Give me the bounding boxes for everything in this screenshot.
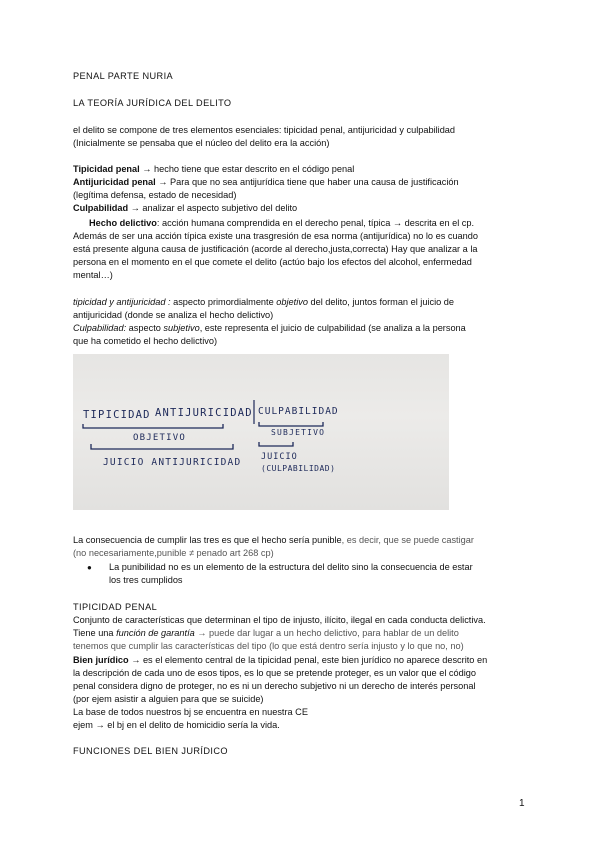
antijuricidad-definition (73, 176, 459, 189)
photo-objetivo: OBJETIVO (133, 433, 186, 443)
document-title: PENAL PARTE NURIA (73, 71, 174, 81)
hecho-delictivo-line-2: Además de ser una acción típica existe una trasgresión de esa norma (antijurídica) no lo es cuando (73, 231, 478, 241)
ejemplo-line: ejem → el bj en el delito de homicidio sería la vida. (73, 720, 280, 730)
photo-bracket-juicio-culp (259, 442, 293, 446)
intro-line-2: (Inicialmente se pensaba que el núcleo del delito era la acción) (73, 138, 330, 148)
section-heading-teoria: LA TEORÍA JURÍDICA DEL DELITO (73, 98, 232, 108)
hecho-delictivo-text: : acción humana comprendida en el derecho penal, típica → descrita en el cp. (156, 218, 475, 228)
consecuencia-text-b: , es decir, que se puede castigar (341, 535, 474, 545)
photo-culpabilidad-paren: (CULPABILIDAD) (261, 464, 336, 473)
ta-text-2: del delito, juntos forman el juicio de (307, 297, 454, 307)
bien-juridico-line-4: (por ejem asistir a alguien para que se suicide) (73, 694, 264, 704)
handwritten-diagram-photo (73, 354, 449, 510)
ta-text-1: aspecto primordialmente (170, 297, 277, 307)
cu-text-2: , este representa el juicio de culpabilidad (se analiza a la persona (199, 323, 466, 333)
bien-juridico-label: Bien jurídico (73, 655, 129, 665)
photo-bracket-subjetivo (259, 422, 323, 426)
bien-juridico-line-3: penal considera digno de proteger, no es ni un derecho subjetivo ni un derecho de interés personal (73, 681, 476, 691)
hecho-delictivo-label: Hecho delictivo (89, 218, 157, 228)
bien-juridico-line-2: la descripción de cada uno de esos tipos, es lo que se pretende proteger, es un valor que el código (73, 668, 476, 678)
tipicidad-text: → hecho tiene que estar descrito en el código penal (139, 164, 355, 174)
cu-label: Culpabilidad: (73, 323, 127, 333)
bullet-line-1: La punibilidad no es un elemento de la estructura del delito sino la consecuencia de estar (109, 562, 473, 572)
photo-bracket-juicio-anti (91, 444, 233, 449)
section-heading-tipicidad: TIPICIDAD PENAL (73, 602, 158, 612)
page-number: 1 (519, 798, 525, 809)
antijuricidad-text: → Para que no sea antijurídica tiene que haber una causa de justificación (155, 177, 459, 187)
hecho-delictivo-line-5: mental…) (73, 270, 113, 280)
hecho-delictivo-line-1 (89, 217, 474, 230)
culpabilidad-definition (73, 202, 297, 215)
tipicidad-antijuricidad-line-2: antijuricidad (donde se analiza el hecho delictivo) (73, 310, 274, 320)
bien-juridico-text: → es el elemento central de la tipicidad penal, este bien jurídico no aparece descrito en (128, 655, 488, 665)
intro-line-1: el delito se compone de tres elementos esenciales: tipicidad penal, antijuricidad y culpabilidad (73, 125, 456, 135)
culpabilidad-summary-line-1 (73, 322, 466, 335)
culpabilidad-text: → analizar el aspecto subjetivo del delito (128, 203, 298, 213)
section-heading-funciones: FUNCIONES DEL BIEN JURÍDICO (73, 746, 228, 756)
tp2-text-b: → puede dar lugar a un hecho delictivo, para hablar de un delito (194, 628, 459, 638)
antijuricidad-examples: (legítima defensa, estado de necesidad) (73, 190, 237, 200)
cu-subjetivo: subjetivo (163, 323, 200, 333)
ta-objetivo: objetivo (276, 297, 308, 307)
tipicidad-penal-line-1: Conjunto de características que determinan el tipo de injusto, ilícito, ilegal en cada conducta delictiva. (73, 615, 486, 625)
antijuricidad-label: Antijuricidad penal (73, 177, 156, 187)
tipicidad-definition (73, 163, 354, 176)
photo-tipicidad: TIPICIDAD (83, 409, 151, 421)
tipicidad-penal-line-2 (73, 627, 459, 640)
photo-juicio-antijuricidad: JUICIO ANTIJURICIDAD (103, 457, 242, 468)
hecho-delictivo-line-3: está presente alguna causa de justificación (acorde al derecho,justa,correcta) Hay que analizar a la (73, 244, 478, 254)
consecuencia-line-1 (73, 534, 474, 547)
consecuencia-text-a: La consecuencia de cumplir las tres es que el hecho sería punible (73, 535, 342, 545)
culpabilidad-summary-line-2: que ha cometido el hecho delictivo) (73, 336, 218, 346)
tipicidad-penal-line-3: tenemos que cumplir las características del tipo (lo que está dentro sería injusto y lo que no, no) (73, 641, 464, 651)
tipicidad-antijuricidad-line-1 (73, 296, 454, 309)
photo-subjetivo: SUBJETIVO (271, 428, 326, 437)
tipicidad-label: Tipicidad penal (73, 164, 140, 174)
base-bj-line: La base de todos nuestros bj se encuentra en nuestra CE (73, 707, 308, 717)
tp2-text-a: Tiene una (73, 628, 117, 638)
consecuencia-line-2: (no necesariamente,punible ≠ penado art 268 cp) (73, 548, 274, 558)
culpabilidad-label: Culpabilidad (73, 203, 129, 213)
funcion-garantia: función de garantía (116, 628, 195, 638)
bien-juridico-line-1 (73, 654, 487, 667)
photo-bracket-objetivo (83, 424, 223, 428)
cu-text-1: aspecto (126, 323, 164, 333)
photo-juicio: JUICIO (261, 452, 298, 462)
photo-antijuricidad: ANTIJURICIDAD (155, 407, 253, 419)
bullet-dot: ● (87, 563, 92, 572)
photo-culpabilidad: CULPABILIDAD (258, 406, 339, 417)
ta-label: tipicidad y antijuricidad : (73, 297, 171, 307)
hecho-delictivo-line-4: persona en el momento en el que comete el delito (actúo bajo los efectos del alcohol, enfermedad (73, 257, 472, 267)
bullet-line-2: los tres cumplidos (109, 575, 183, 585)
